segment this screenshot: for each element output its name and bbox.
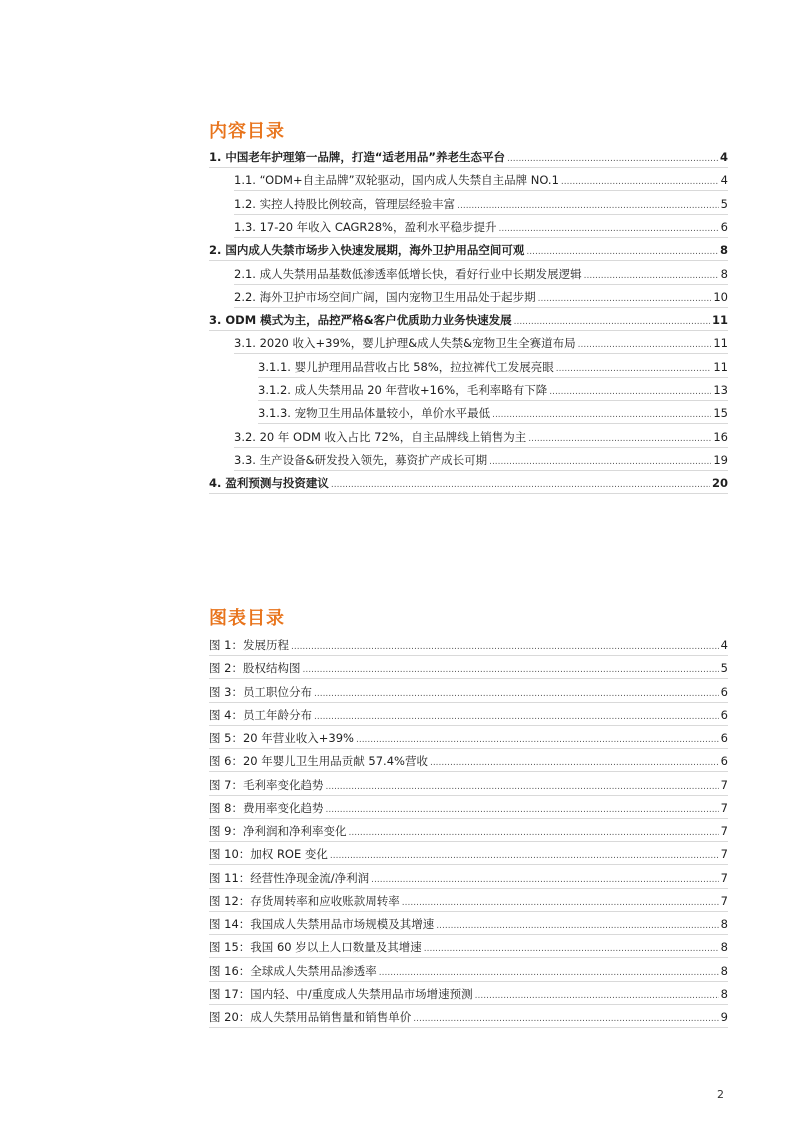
toc-entry[interactable] (209, 149, 728, 168)
figure-entry-label: 图 12：存货周转率和应收账款周转率 (209, 893, 400, 908)
toc-entry-page: 8 (720, 266, 728, 281)
figure-entry[interactable] (209, 1009, 728, 1028)
figure-entry-page: 7 (720, 800, 728, 815)
toc-entry-label: 2.2. 海外卫护市场空间广阔，国内宠物卫生用品处于起步期 (234, 289, 536, 304)
leader-dots (331, 477, 710, 493)
figure-entry-label: 图 6：20 年婴儿卫生用品贡献 57.4%营收 (209, 754, 428, 769)
toc-entry-label: 1.1. “ODM+自主品牌”双轮驱动，国内成人失禁自主品牌 NO.1 (234, 173, 559, 188)
toc-entry-page: 13 (713, 383, 728, 397)
leader-dots (325, 779, 718, 795)
figure-entry[interactable] (209, 870, 728, 889)
figure-entry-page: 4 (720, 638, 728, 652)
leader-dots (291, 639, 719, 655)
leader-dots (430, 755, 719, 771)
toc-entry-label: 3.1.2. 成人失禁用品 20 年营收+16%，毛利率略有下降 (258, 383, 548, 397)
leader-dots (348, 825, 718, 841)
toc-entry-label: 1.3. 17-20 年收入 CAGR28%，盈利水平稳步提升 (234, 219, 497, 234)
figure-entry-page: 8 (720, 917, 728, 931)
figure-entry[interactable] (209, 684, 728, 703)
leader-dots (424, 941, 719, 957)
figure-list-heading: 图表目录 (209, 608, 285, 629)
figure-entry-label: 图 14：我国成人失禁用品市场规模及其增速 (209, 917, 435, 931)
leader-dots (325, 802, 718, 818)
figure-entry-page: 7 (720, 824, 728, 838)
leader-dots (578, 337, 712, 353)
leader-dots (492, 407, 711, 423)
toc-entry-page: 11 (713, 359, 728, 374)
figure-entry[interactable] (209, 846, 728, 865)
figure-entry-label: 图 1：发展历程 (209, 638, 289, 652)
leader-dots (475, 988, 719, 1004)
leader-dots (379, 965, 719, 981)
figure-entry[interactable] (209, 986, 728, 1005)
figure-entry-label: 图 7：毛利率变化趋势 (209, 777, 324, 792)
figure-entry-label: 图 3：员工职位分布 (209, 684, 312, 699)
toc-entry-label: 3. ODM 模式为主，品控严格&客户优质助力业务快速发展 (209, 313, 512, 328)
toc-entry[interactable] (234, 196, 728, 215)
toc-entry-label: 4. 盈利预测与投资建议 (209, 476, 329, 491)
leader-dots (538, 291, 712, 307)
figure-entry[interactable] (209, 939, 728, 958)
figure-entry[interactable] (209, 753, 728, 772)
toc-entry[interactable] (209, 475, 728, 494)
leader-dots (556, 361, 712, 377)
figure-entry-page: 6 (720, 754, 728, 769)
toc-entry[interactable] (234, 289, 728, 308)
leader-dots (457, 198, 719, 214)
leader-dots (528, 431, 711, 447)
toc-entry-page: 16 (713, 429, 728, 444)
toc-entry-label: 2. 国内成人失禁市场步入快速发展期，海外卫护用品空间可观 (209, 243, 525, 258)
figure-entry-label: 图 2：股权结构图 (209, 661, 301, 676)
toc-entry-label: 3.1. 2020 收入+39%，婴儿护理&成人失禁&宠物卫生全赛道布局 (234, 336, 576, 351)
toc-entry[interactable] (234, 219, 728, 238)
toc-entry-page: 4 (720, 173, 728, 188)
figure-entry-page: 8 (720, 986, 728, 1001)
toc-heading: 内容目录 (209, 121, 285, 142)
figure-entry[interactable] (209, 963, 728, 982)
figure-entry-label: 图 10：加权 ROE 变化 (209, 847, 328, 862)
figure-entry-label: 图 5：20 年营业收入+39% (209, 731, 354, 745)
figure-entry[interactable] (209, 777, 728, 796)
toc-entry-label: 1. 中国老年护理第一品牌，打造“适老用品”养老生态平台 (209, 150, 505, 164)
toc-entry-page: 11 (713, 336, 728, 351)
figure-entry-page: 8 (720, 940, 728, 955)
figure-entry-page: 8 (720, 963, 728, 978)
figure-entry[interactable] (209, 800, 728, 819)
toc-entry-label: 1.2. 实控人持股比例较高，管理层经验丰富 (234, 196, 456, 211)
toc-entry[interactable] (234, 452, 728, 471)
toc-entry[interactable] (234, 429, 728, 448)
toc-entry-label: 3.3. 生产设备&研发投入领先，募资扩产成长可期 (234, 452, 488, 467)
leader-dots (549, 384, 711, 400)
figure-entry[interactable] (209, 893, 728, 912)
figure-entry-page: 6 (720, 684, 728, 699)
figure-entry-label: 图 8：费用率变化趋势 (209, 800, 324, 815)
leader-dots (436, 918, 718, 934)
toc-entry[interactable] (209, 242, 728, 261)
figure-entry-page: 9 (720, 1010, 728, 1024)
toc-entry-label: 3.1.3. 宠物卫生用品体量较小，单价水平最低 (258, 406, 491, 421)
figure-entry-page: 6 (720, 731, 728, 745)
leader-dots (330, 848, 719, 864)
toc-entry-label: 3.1.1. 婴儿护理用品营收占比 58%，拉拉裤代工发展亮眼 (258, 359, 554, 374)
figure-entry-label: 图 15：我国 60 岁以上人口数量及其增速 (209, 940, 422, 955)
leader-dots (561, 174, 719, 190)
toc-entry[interactable] (258, 359, 728, 378)
figure-entry-label: 图 17：国内轻、中/重度成人失禁用品市场增速预测 (209, 986, 473, 1001)
leader-dots (507, 151, 718, 167)
leader-dots (314, 709, 719, 725)
figure-entry[interactable] (209, 707, 728, 726)
toc-entry[interactable] (234, 172, 728, 191)
toc-entry-page: 8 (719, 243, 728, 258)
leader-dots (413, 1011, 718, 1027)
toc-entry-page: 4 (719, 150, 728, 164)
leader-dots (489, 454, 711, 470)
toc-entry-page: 5 (720, 196, 728, 211)
toc-entry-label: 2.1. 成人失禁用品基数低渗透率低增长快，看好行业中长期发展逻辑 (234, 266, 582, 281)
figure-entry-page: 7 (720, 870, 728, 885)
toc-entry-page: 11 (711, 313, 728, 328)
toc-entry-page: 20 (711, 476, 728, 491)
toc-entry-page: 10 (713, 289, 728, 304)
figure-entry-page: 7 (720, 777, 728, 792)
figure-entry-label: 图 20：成人失禁用品销售量和销售单价 (209, 1010, 412, 1024)
toc-entry[interactable] (234, 266, 728, 285)
figure-entry-label: 图 11：经营性净现金流/净利润 (209, 870, 370, 885)
figure-entry-label: 图 9：净利润和净利率变化 (209, 824, 347, 838)
leader-dots (356, 732, 719, 748)
figure-entry[interactable] (209, 823, 728, 842)
figure-entry[interactable] (209, 916, 728, 935)
leader-dots (314, 686, 719, 702)
leader-dots (371, 872, 719, 888)
toc-entry-page: 19 (713, 452, 728, 467)
toc-entry[interactable] (209, 312, 728, 331)
toc-entry-page: 6 (720, 219, 728, 234)
leader-dots (498, 221, 718, 237)
leader-dots (302, 662, 718, 678)
toc-entry[interactable] (258, 382, 728, 401)
toc-entry-label: 3.2. 20 年 ODM 收入占比 72%，自主品牌线上销售为主 (234, 429, 527, 444)
leader-dots (514, 314, 710, 330)
leader-dots (584, 268, 719, 284)
page-number: 2 (717, 1088, 724, 1101)
figure-entry-label: 图 16：全球成人失禁用品渗透率 (209, 963, 377, 978)
figure-entry-page: 7 (720, 893, 728, 908)
toc-entry-page: 15 (713, 406, 728, 421)
toc-entry[interactable] (258, 405, 728, 424)
figure-entry-page: 6 (720, 707, 728, 722)
figure-entry[interactable] (209, 660, 728, 679)
figure-entry-page: 5 (720, 661, 728, 676)
figure-entry-label: 图 4：员工年龄分布 (209, 707, 312, 722)
figure-entry[interactable] (209, 637, 728, 656)
figure-entry[interactable] (209, 730, 728, 749)
toc-entry[interactable] (234, 335, 728, 354)
leader-dots (526, 244, 718, 260)
leader-dots (402, 895, 719, 911)
figure-entry-page: 7 (720, 847, 728, 862)
